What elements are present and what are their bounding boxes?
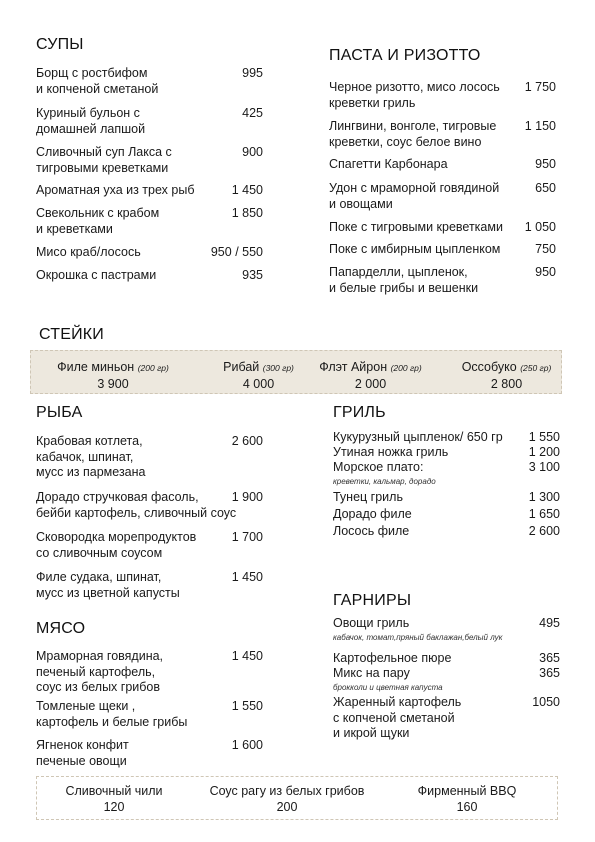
item-name: Удон с мраморной говядиной и овощами — [329, 181, 500, 211]
steak-price: 3 900 — [97, 377, 129, 391]
menu-item-grill — [333, 430, 560, 446]
item-price: 1 050 — [524, 220, 556, 234]
item-name: Кукурузный цыпленок/ 650 гр — [333, 430, 503, 444]
item-price: 750 — [535, 242, 556, 256]
item-price: 995 — [242, 66, 263, 80]
section-title-soups: СУПЫ — [36, 36, 84, 53]
sauce-item — [39, 783, 189, 815]
item-name: Куриный бульон с домашней лапшой — [36, 106, 146, 136]
sauce-price: 160 — [456, 800, 478, 814]
menu-item-pasta — [329, 119, 556, 150]
menu-item-meat — [36, 738, 263, 769]
item-note: кабачок, томат,пряный баклажан,белый лук — [333, 632, 503, 642]
item-price: 365 — [539, 651, 560, 665]
item-name: Мисо краб/лосось — [36, 245, 141, 259]
item-price: 1 200 — [528, 445, 560, 459]
item-name: Овощи гриль — [333, 616, 410, 630]
item-price: 1 600 — [231, 738, 263, 752]
item-price: 1 300 — [528, 490, 560, 504]
item-name: Тунец гриль — [333, 490, 403, 504]
sauce-name: Соус рагу из белых грибов — [209, 784, 365, 798]
sauce-price: 200 — [276, 800, 298, 814]
menu-item-soup — [36, 145, 263, 176]
item-name: Дорадо филе — [333, 507, 412, 521]
item-price: 950 — [535, 157, 556, 171]
item-price: 425 — [242, 106, 263, 120]
steak-item — [33, 359, 193, 392]
item-note: креветки, кальмар, дорадо — [333, 476, 436, 486]
menu-item-pasta — [329, 157, 556, 173]
menu-item-garnish — [333, 666, 560, 693]
steak-price: 4 000 — [242, 377, 275, 391]
item-price: 650 — [535, 181, 556, 195]
menu-item-grill — [333, 507, 560, 523]
item-name: Филе судака, шпинат, мусс из цветной капусты — [36, 570, 180, 600]
item-name: Сливочный суп Лакса с тигровыми креветками — [36, 145, 172, 175]
steak-name: Флэт Айрон — [319, 360, 388, 374]
item-price: 3 100 — [528, 460, 560, 474]
item-name: Крабовая котлета, кабачок, шпинат, мусс из пармезана — [36, 434, 146, 479]
menu-item-pasta — [329, 242, 556, 258]
menu-item-garnish — [333, 695, 560, 742]
steak-name: Филе миньон — [57, 360, 135, 374]
item-name: Лингвини, вонголе, тигровые креветки, соус белое вино — [329, 119, 497, 149]
menu-item-soup — [36, 66, 263, 97]
item-price: 365 — [539, 666, 560, 680]
item-price: 1 650 — [528, 507, 560, 521]
section-title-meat: МЯСО — [36, 620, 86, 637]
item-price: 1050 — [532, 695, 560, 709]
item-price: 1 150 — [524, 119, 556, 133]
item-price: 1 550 — [528, 430, 560, 444]
item-name: Томленые щеки , картофель и белые грибы — [36, 699, 188, 729]
section-title-steaks: СТЕЙКИ — [39, 326, 104, 343]
steak-name: Рибай — [223, 360, 260, 374]
item-name: Жаренный картофель с копченой сметаной и икрой щуки — [333, 695, 462, 740]
item-name: Поке с тигровыми креветками — [329, 220, 503, 234]
steak-weight: (200 гр) — [390, 363, 422, 373]
menu-item-pasta — [329, 265, 556, 296]
menu-item-meat — [36, 699, 263, 730]
steak-name: Оссобуко — [461, 360, 517, 374]
menu-item-soup — [36, 268, 263, 284]
item-name: Борщ с ростбифом и копченой сметаной — [36, 66, 159, 96]
menu-item-fish — [36, 530, 263, 561]
menu-item-fish — [36, 490, 263, 521]
menu-item-soup — [36, 106, 263, 137]
menu-item-soup — [36, 206, 263, 237]
item-name: Сковородка морепродуктов со сливочным соусом — [36, 530, 197, 560]
menu-item-grill — [333, 445, 560, 461]
steaks-band — [30, 350, 562, 394]
section-title-grill: ГРИЛЬ — [333, 404, 386, 421]
item-name: Мраморная говядина, печеный картофель, соус из белых грибов — [36, 649, 164, 694]
menu-item-soup — [36, 183, 263, 199]
menu-item-pasta — [329, 220, 556, 236]
item-name: Дорадо стручковая фасоль, бейби картофель, сливочный соус — [36, 490, 237, 520]
sauce-item — [392, 783, 542, 815]
item-name: Спагетти Карбонара — [329, 157, 448, 171]
item-price: 1 700 — [231, 530, 263, 544]
item-price: 495 — [539, 616, 560, 630]
item-price: 1 850 — [231, 206, 263, 220]
item-price: 1 750 — [524, 80, 556, 94]
item-price: 950 / 550 — [210, 245, 263, 259]
menu-item-pasta — [329, 181, 556, 212]
item-price: 1 450 — [231, 183, 263, 197]
item-name: Ароматная уха из трех рыб — [36, 183, 195, 197]
sauce-price: 120 — [103, 800, 125, 814]
sauce-name: Сливочный чили — [65, 784, 163, 798]
item-price: 1 450 — [231, 649, 263, 663]
item-name: Свекольник с крабом и креветками — [36, 206, 160, 236]
sauce-item — [187, 783, 387, 815]
item-name: Черное ризотто, мисо лосось креветки гриль — [329, 80, 500, 110]
section-title-garnish: ГАРНИРЫ — [333, 592, 412, 609]
sauce-name: Фирменный BBQ — [417, 784, 517, 798]
item-price: 900 — [242, 145, 263, 159]
item-price: 1 450 — [231, 570, 263, 584]
menu-item-garnish — [333, 651, 560, 667]
item-name: Морское плато: — [333, 460, 424, 474]
item-name: Лосось филе — [333, 524, 410, 538]
item-price: 2 600 — [528, 524, 560, 538]
item-name: Картофельное пюре — [333, 651, 452, 665]
steak-weight: (300 гр) — [262, 363, 294, 373]
sauces-band — [36, 776, 558, 820]
item-price: 1 550 — [231, 699, 263, 713]
menu-item-grill — [333, 524, 560, 540]
item-name: Ягненок конфит печеные овощи — [36, 738, 129, 768]
section-title-fish: РЫБА — [36, 404, 83, 421]
steak-price: 2 000 — [354, 377, 387, 391]
item-name: Микс на пару — [333, 666, 410, 680]
item-price: 935 — [242, 268, 263, 282]
item-price: 2 600 — [231, 434, 263, 448]
menu-item-pasta — [329, 80, 556, 111]
steak-weight: (250 гр) — [520, 363, 552, 373]
item-price: 1 900 — [231, 490, 263, 504]
item-name: Папарделли, цыпленок, и белые грибы и вешенки — [329, 265, 479, 295]
section-title-pasta: ПАСТА И РИЗОТТО — [329, 47, 481, 64]
steak-item — [439, 359, 574, 392]
item-name: Утиная ножка гриль — [333, 445, 449, 459]
steak-item — [303, 359, 438, 392]
steak-price: 2 800 — [490, 377, 523, 391]
menu-item-meat — [36, 649, 263, 696]
item-note: брокколи и цветная капуста — [333, 682, 443, 692]
menu-item-fish — [36, 570, 263, 601]
item-name: Поке с имбирным цыпленком — [329, 242, 501, 256]
menu-item-grill — [333, 490, 560, 506]
item-name: Окрошка с пастрами — [36, 268, 157, 282]
steak-weight: (200 гр) — [137, 363, 169, 373]
item-price: 950 — [535, 265, 556, 279]
menu-item-grill — [333, 460, 560, 487]
menu-item-fish — [36, 434, 263, 481]
menu-item-garnish — [333, 616, 560, 643]
menu-item-soup — [36, 245, 263, 261]
